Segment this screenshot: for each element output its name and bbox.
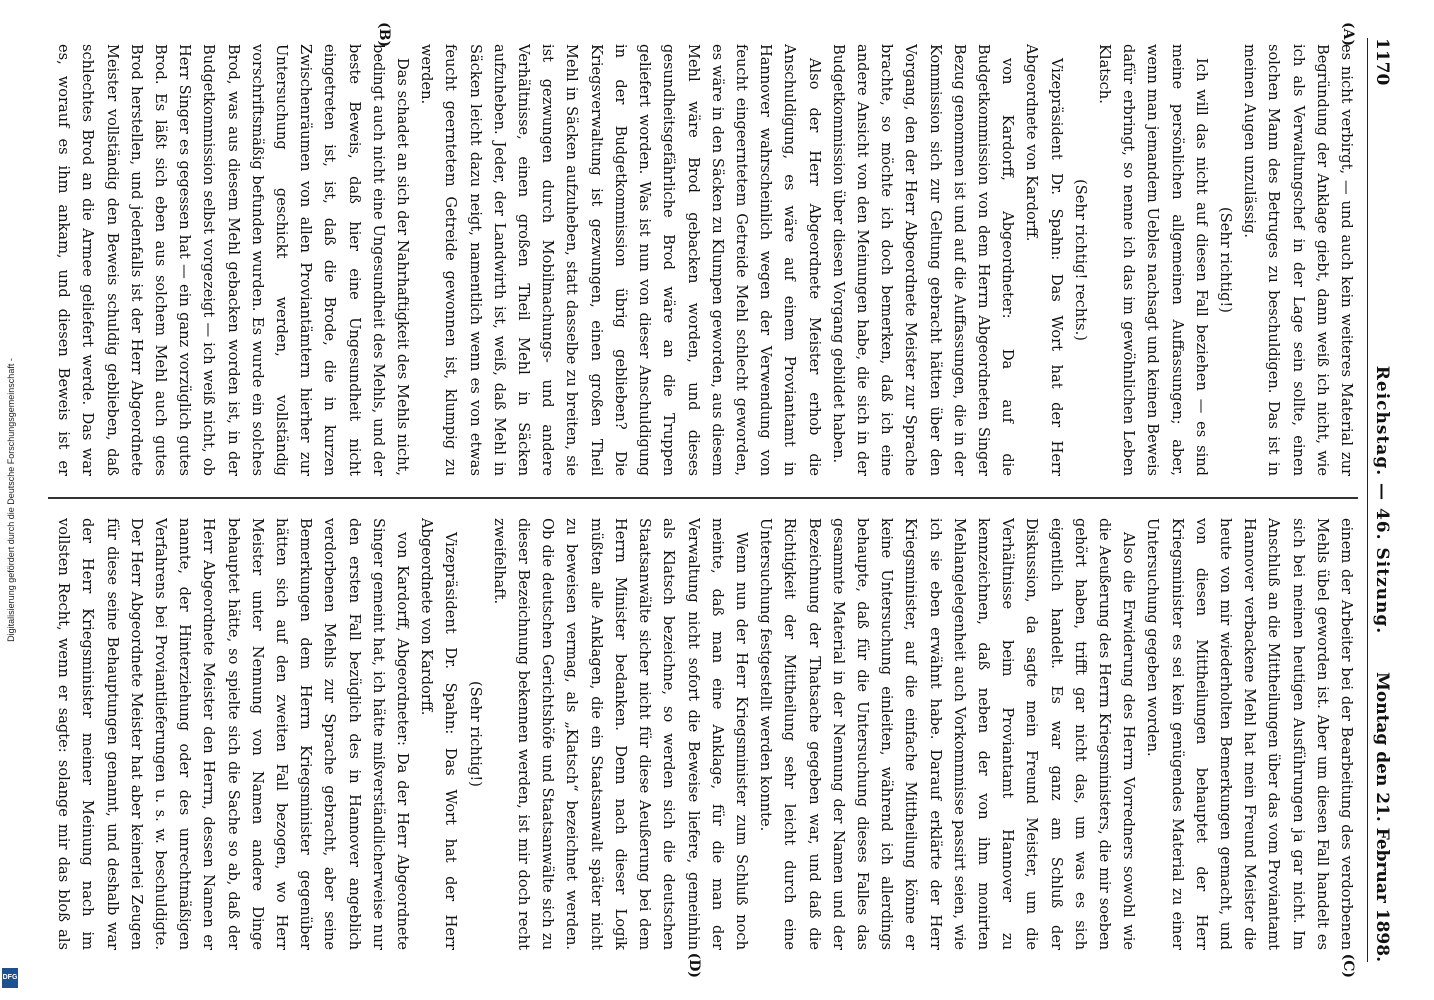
paragraph: Ich will das nicht auf diesen Fall beziehen — es sind meine persönlichen allgemeinen Auffassungen; aber, wenn man jemandem Uebles nachsagt und keinen Beweis dafür erbringt, so nenne ich das im gewöhnlichen Leben Klatsch. [1095, 44, 1210, 476]
interjection: (Sehr richtig! rechts.) [1071, 179, 1089, 341]
document-page [32, 20, 1402, 980]
margin-marker-b: (B) [376, 22, 392, 48]
page-title: Reichstag. — 46. Sitzung. [1372, 365, 1392, 635]
speaker-announcement: Vizepräsident Dr. Spahn: Das Wort hat der Herr Abgeordnete von Kardorff. [418, 518, 460, 950]
interjection: (Sehr richtig!) [1216, 207, 1234, 313]
speech-paragraph: von Kardorff, Abgeordneter: Da auf die Budgetkommission von dem Herrn Abgeordneten Singer Bezug genommen ist und auf die Auffassungen, die in der Kommission sich zur Geltung gebracht hätten über den Vorgang, den der Herr Abgeordnete Meister zur Sprache brachte, so möchte ich doch bemerken, daß ich eine andere Ansicht von den Meinungen habe, die sich in der Budgetkommission über diesen Vorgang gebildet haben. [829, 44, 1017, 476]
margin-marker-c: (C) [1340, 953, 1356, 978]
interjection: (Sehr richtig!) [466, 681, 484, 787]
paragraph: Das schadet an sich der Nahrhaftigkeit des Mehls nicht, bedingt auch nicht eine Ungesundheit des Mehls, und der beste Beweis, daß hier eine Ungesundheit nicht eingetreten ist, ist, daß die Brode, die in kurzen Zwischenräumen von allen Proviantämtern hierher zur Untersuchung geschickt werden, vollständig vorschriftsmäßig befunden wurden. Es wurde ein solches Brod, was aus diesem Mehl gebacken worden ist, in der Budgetkommission selbst vorgezeigt — ich weiß nicht, ob Herr Singer es gegessen hat — ein ganz vorzüglich gutes Brod. Es läßt sich eben aus solchem Mehl auch gutes Brod herstellen, und jedenfalls ist der Herr Abgeordnete Meister vollständig den Beweis schuldig geblieben, daß schlechtes Brod an die Armee geliefert werde. Das war es, worauf es ihm ankam, und diesen Beweis ist er [55, 44, 412, 476]
dfg-logo: DFG [2, 968, 18, 988]
margin-marker-d: (D) [686, 952, 702, 978]
speaker-announcement: Vizepräsident Dr. Spahn: Das Wort hat der Herr Abgeordnete von Kardorff. [1023, 44, 1065, 476]
right-column [48, 518, 1358, 950]
session-date: Montag den 21. Februar 1898. [1372, 672, 1392, 962]
left-column [48, 44, 1358, 476]
digitization-note-text: Digitalisierung gefördert durch die Deutsche Forschungsgemeinschaft - [6, 358, 16, 642]
column-divider [48, 497, 1358, 499]
paragraph: Wenn nun der Herr Kriegsminister zum Schluß noch meinte, daß man eine Anklage, für die man der Verwaltung nicht sofort die Beweise liefere, gemeinhin als Klatsch bezeichne, so werden sich die deutschen Staatsanwälte sicher nicht für diese Aeußerung bei dem Herrn Minister bedanken. Denn nach dieser Logik müßten alle Anklagen, die ein Staatsanwalt später nicht zu beweisen vermag, als „Klatsch“ bezeichnet werden. Ob die deutschen Gerichtshöfe und Staatsanwälte sich zu dieser Bezeichnung bekennen werden, ist mir doch recht zweifelhaft. [490, 518, 750, 950]
margin-marker-a: (A) [1340, 22, 1356, 47]
digitization-note [0, 0, 22, 1000]
page-header [1367, 38, 1394, 962]
speech-paragraph: von Kardorff, Abgeordneter: Da der Herr Abgeordnete Singer gemeint hat, ich hätte mißverständlicherweise nur den ersten Fall bezüglich des in Hannover angeblich verdorbenen Mehls zur Sprache gebracht, aber seine Bemerkungen dem Herrn Kriegsminister gegenüber hätten sich auf den zweiten Fall bezogen, wo Herr Meister unter Nennung von Namen andere Dinge behauptet hätte, so spielte sich die Sache so ab, daß der Herr Abgeordnete Meister den Herrn, dessen Namen er nannte, der Hinterziehung oder des unrechtmäßigen Verfahrens bei Proviantlieferungen u. s. w. beschuldigte. Der Herr Abgeordnete Meister hat aber keinerlei Zeugen für diese seine Behauptungen genannt, und deshalb war der Herr Kriegsminister meiner Meinung nach im vollsten Recht, wenn er sagte: solange mir das bloß als [55, 518, 412, 950]
page-number: 1170 [1372, 38, 1392, 86]
paragraph: einem der Arbeiter bei der Bearbeitung des verdorbenen Mehls übel geworden ist. Aber um diesen Fall handelt es sich bei meinen heutigen Ausführungen ja gar nicht. Im Anschluß an die Mittheilungen über das vom Proviantamt Hannover verbackene Mehl hat mein Freund Meister die heute von mir wiederholten Bemerkungen gemacht, und von diesen Mittheilungen behauptet der Herr Kriegsminister es sei kein genügendes Material zu einer Untersuchung gegeben worden. [1144, 518, 1355, 950]
paragraph: Also die Erwiderung des Herrn Vorredners sowohl wie die Aeußerung des Herrn Kriegsministers, die mir soeben gehört haben, trifft gar nicht das, um was es sich eigentlich handelt. Es war ganz am Schluß der Diskussion, da sagte mein Freund Meister, um die Verhältnisse beim Proviantamt Hannover zu kennzeichnen, daß neben der von ihm monirten Mehlangelegenheit auch Vorkommnisse passirt seien, wie ich sie eben erwähnt habe. Darauf erklärte der Herr Kriegsminister, auf die einfache Mittheilung könne er keine Untersuchung einleiten, während ich allerdings behaupte, daß für die Untersuchung dieses Falles das gesammte Material in der Nennung der Namen und der Bezeichnung der Thatsache gegeben war, und daß die Richtigkeit der Mittheilung sehr leicht durch eine Untersuchung festgestellt werden konnte. [757, 518, 1138, 950]
paragraph: es nicht verbirgt, — und auch kein weiteres Material zur Begründung der Anklage giebt, dann weiß ich nicht, wie ich als Verwaltungschef in der Lage sein sollte, einen solchen Mann des Betruges zu beschuldigen. Das ist in meinen Augen unzulässig. [1241, 44, 1355, 476]
paragraph: Also der Herr Abgeordnete Meister erhob die Anschuldigung, es wäre auf einem Proviantamt in Hannover wahrscheinlich wegen der Verwendung von feucht eingeerntetem Getreide Mehl schlecht geworden, es wäre in den Säcken zu Klumpen geworden, aus diesem Mehl wäre Brod gebacken worden, und dieses gesundheitsgefährliche Brod wäre an die Truppen geliefert worden. Was ist nun von dieser Anschuldigung in der Budgetkommission übrig geblieben? Die Kriegsverwaltung ist gezwungen, einen großen Theil Mehl in Säcken aufzuheben, statt dasselbe zu breiten, sie ist gezwungen durch Mobilmachungs- und andere Verhältnisse, einen großen Theil Mehl in Säcken aufzuheben. Jeder, der Landwirth ist, weiß, daß Mehl in Säcken leicht dazu neigt, namentlich wenn es von etwas feucht geerntetem Getreide gewonnen ist, klumpig zu werden. [418, 44, 823, 476]
